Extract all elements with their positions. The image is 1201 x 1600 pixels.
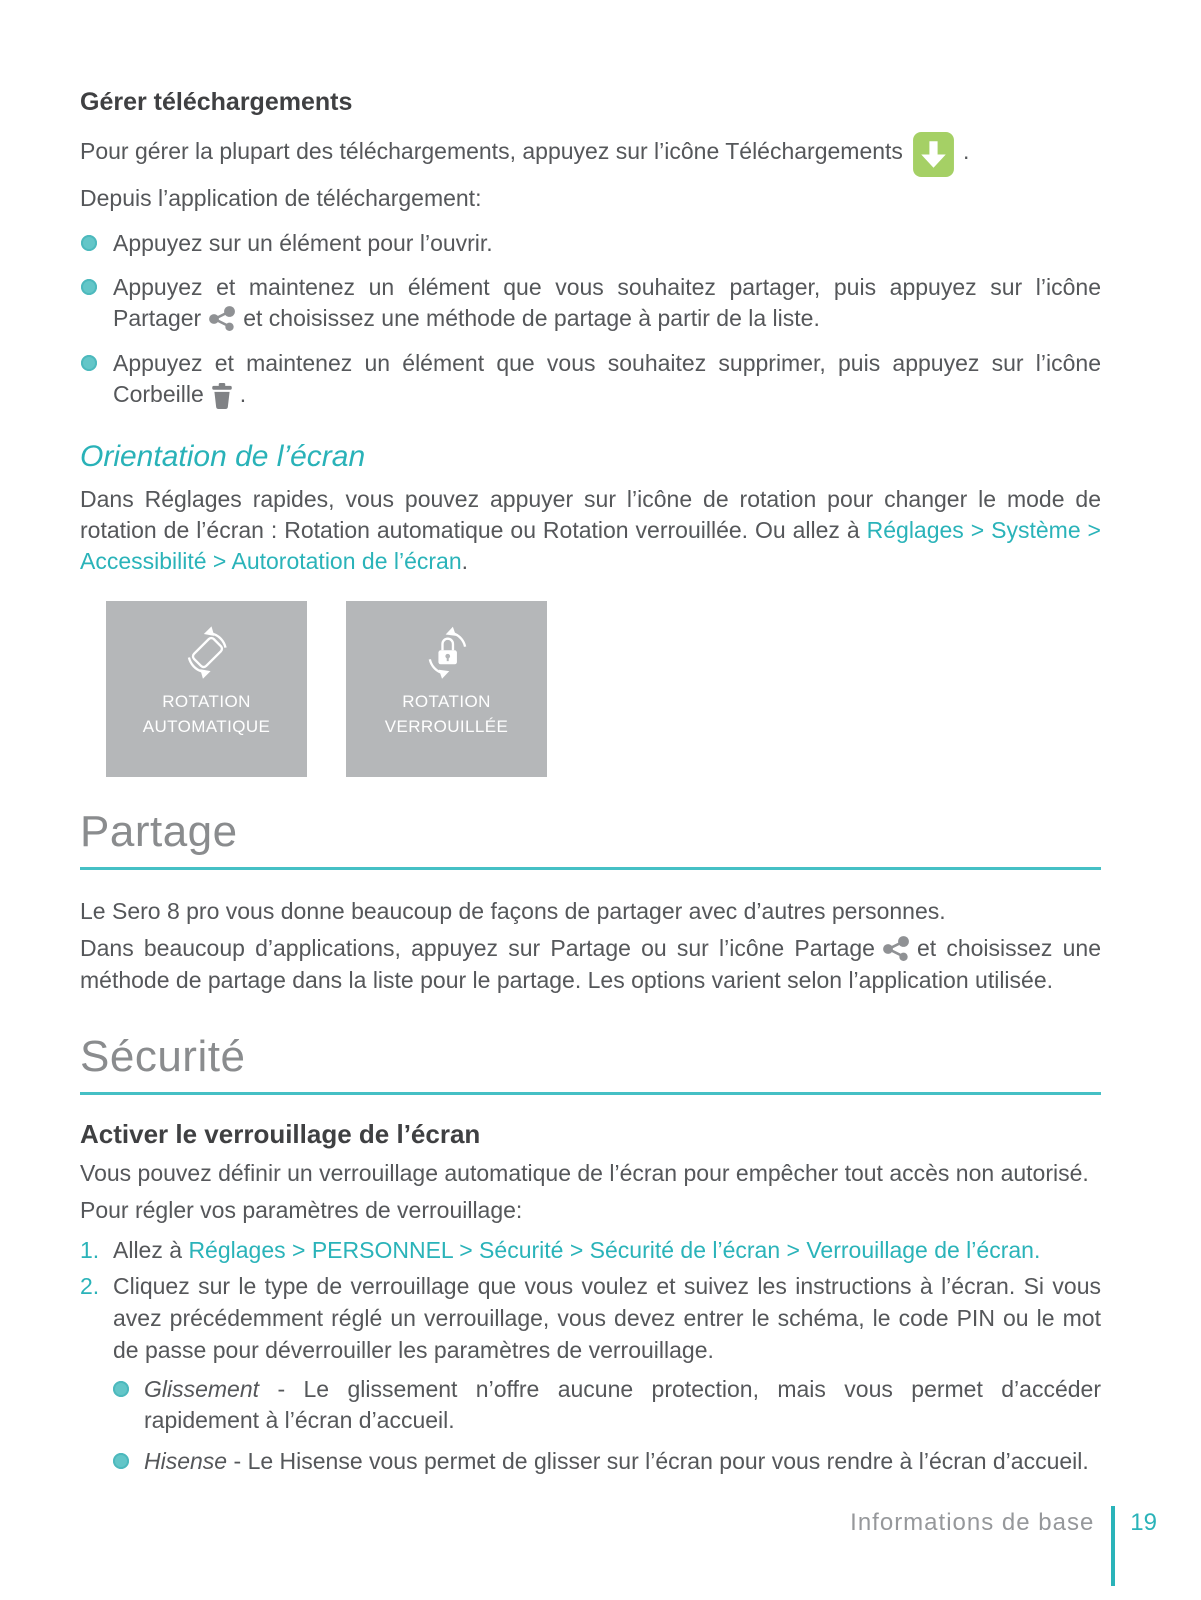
bullet-text: . <box>239 381 247 408</box>
downloads-intro <box>80 127 1101 177</box>
step-end: . <box>1033 1237 1041 1264</box>
rotation-auto-box <box>106 601 307 777</box>
orientation-paragraph <box>80 484 1101 577</box>
list-item <box>113 1446 1101 1477</box>
bullet-icon <box>81 355 97 371</box>
downloads-bullet-list <box>80 228 1101 412</box>
heading-activer-verrouillage: Activer le verrouillage de l’écran <box>80 1119 481 1150</box>
securite-p1: Vous pouvez définir un verrouillage automatique de l’écran pour empêcher tout accès non autorisé. <box>80 1160 1089 1187</box>
option-sep: - <box>227 1448 248 1475</box>
list-item <box>113 1374 1101 1436</box>
step-number: 1. <box>80 1237 100 1264</box>
heading-partage: Partage <box>80 806 238 856</box>
rotation-auto-label: ROTATION AUTOMATIQUE <box>142 691 271 736</box>
step-text: Cliquez sur le type de verrouillage que vous voulez et suivez les instructions à l’écran. Si vous avez précédemment réglé un verrouillage, vous devez entrer le schéma, le code PIN ou le mot de passe pour déverrouiller les paramètres de verrouillage. <box>113 1273 1101 1364</box>
lock-settings-steps <box>80 1234 1101 1477</box>
partage-p2-after: et choisissez une méthode de partage dans la liste pour le partage. Les options varient selon l’application utilisée. <box>80 934 1101 994</box>
section-divider <box>80 867 1101 870</box>
section-divider <box>80 1092 1101 1095</box>
lock-type-options <box>113 1374 1101 1477</box>
partage-p2 <box>80 933 1101 996</box>
bullet-icon <box>81 235 97 251</box>
bullet-text: Appuyez et maintenez un élément que vous souhaitez supprimer, puis appuyez sur l’icône Corbeille <box>113 350 1101 408</box>
bullet-icon <box>113 1453 129 1469</box>
downloads-intro-after: . <box>962 138 970 164</box>
downloads-from-app: Depuis l’application de téléchargement: <box>80 184 482 211</box>
rotation-locked-label: ROTATION VERROUILLÉE <box>384 691 509 736</box>
settings-path-link[interactable]: Réglages > Système > Accessibilité > Autorotation de l’écran <box>80 516 1101 574</box>
list-item <box>80 272 1101 335</box>
option-desc: Le Hisense vous permet de glisser sur l’écran pour vous rendre à l’écran d’accueil. <box>247 1448 1089 1475</box>
list-item <box>80 348 1101 411</box>
rotation-auto-icon <box>178 625 236 681</box>
option-desc: Le glissement n’offre aucune protection, mais vous permet d’accéder rapidement à l’écran d’accueil. <box>144 1376 1101 1434</box>
option-term: Glissement <box>144 1376 260 1403</box>
settings-path-link[interactable]: Réglages > PERSONNEL > Sécurité > Sécurité de l’écran > Verrouillage de l’écran <box>188 1237 1034 1264</box>
footer-section-label: Informations de base <box>850 1509 1095 1536</box>
share-icon <box>201 304 243 335</box>
downloads-intro-before: Pour gérer la plupart des téléchargements, appuyez sur l’icône Téléchargements <box>80 138 903 164</box>
step-text: Allez à <box>113 1237 189 1264</box>
list-item <box>80 1270 1101 1477</box>
footer-divider-bar <box>1111 1506 1115 1586</box>
download-icon <box>903 129 963 177</box>
securite-p2: Pour régler vos paramètres de verrouillage: <box>80 1197 523 1224</box>
partage-p1: Le Sero 8 pro vous donne beaucoup de façons de partager avec d’autres personnes. <box>80 897 946 924</box>
page-footer <box>850 1506 1157 1586</box>
rotation-boxes <box>106 601 1101 777</box>
trash-icon <box>204 381 240 412</box>
orientation-end: . <box>461 547 469 574</box>
step-number: 2. <box>80 1273 100 1300</box>
heading-orientation-ecran: Orientation de l’écran <box>80 439 366 473</box>
page-number: 19 <box>1130 1509 1157 1536</box>
heading-securite: Sécurité <box>80 1032 246 1082</box>
list-item <box>80 228 1101 259</box>
rotation-locked-icon <box>418 625 476 681</box>
option-term: Hisense <box>144 1448 228 1475</box>
orientation-body: Dans Réglages rapides, vous pouvez appuyer sur l’icône de rotation pour changer le mode de rotation de l’écran : Rotation automatique ou Rotation verrouillée. Ou allez à <box>80 485 1101 543</box>
bullet-icon <box>113 1381 129 1397</box>
partage-p2-before: Dans beaucoup d’applications, appuyez sur Partage ou sur l’icône Partage <box>80 934 875 961</box>
heading-gerer-telechargements: Gérer téléchargements <box>80 88 353 116</box>
list-item <box>80 1234 1101 1266</box>
page-content <box>80 0 1101 1487</box>
bullet-text: Appuyez sur un élément pour l’ouvrir. <box>113 229 493 256</box>
option-sep: - <box>259 1376 304 1403</box>
share-icon <box>875 934 917 965</box>
bullet-text: et choisissez une méthode de partage à partir de la liste. <box>243 304 820 331</box>
rotation-locked-box <box>346 601 547 777</box>
bullet-text: Appuyez et maintenez un élément que vous souhaitez partager, puis appuyez sur l’icône Partager <box>113 273 1101 331</box>
bullet-icon <box>81 279 97 295</box>
